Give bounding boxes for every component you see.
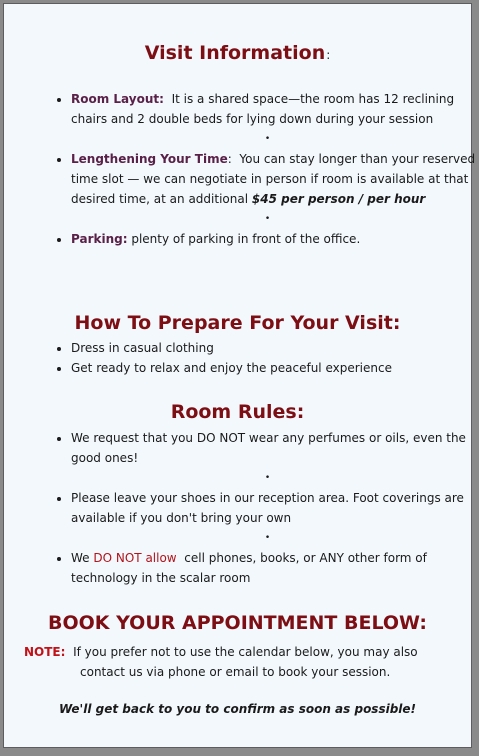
list-item-rule-shoes: • Please leave your shoes in our reception area. Foot coverings are available if you don't bring your own: [71, 488, 479, 528]
note-block: [24, 642, 454, 682]
list-item-rule-devices: [71, 548, 479, 588]
visit-info-list: [44, 89, 479, 249]
rule3-emphasis: DO NOT allow: [93, 551, 177, 565]
confirmation-message: We'll get back to you to confirm as soon as possible!: [58, 702, 417, 716]
separator-bullet: •: [264, 134, 271, 144]
rule3-prefix: We: [71, 551, 90, 565]
list-item: • Get ready to relax and enjoy the peaceful experience: [71, 358, 479, 378]
rule3-suffix: cell phones, books, or ANY other form of technology in the scalar room: [71, 551, 427, 585]
separator-bullet: •: [264, 473, 271, 483]
note-label: NOTE:: [24, 645, 66, 659]
prepare-list: [44, 338, 479, 378]
heading-colon: :: [326, 48, 331, 62]
parking-label: Parking:: [71, 232, 128, 246]
list-item-lengthening: • Lengthening Your Time: You can stay longer than your reserved time slot — we can negotiate in person if room is available at that desired time, at an additional $45 per person / per hour: [71, 149, 479, 209]
separator-bullet: •: [264, 533, 271, 543]
info-panel: [3, 3, 476, 748]
note-text-line1: If you prefer not to use the calendar below, you may also: [73, 645, 418, 659]
room-rules-heading: Room Rules:: [170, 401, 305, 423]
lengthening-label: Lengthening Your Time: [71, 152, 228, 166]
list-item-room-layout: [71, 89, 479, 129]
lengthening-text: You can stay longer than your reserved time slot — we can negotiate in person if room is available at that desired time, at an additional: [71, 152, 476, 206]
list-item-parking: [71, 229, 479, 249]
visit-information-heading: [4, 42, 471, 64]
room-layout-label: Room Layout:: [71, 92, 164, 106]
lengthening-price: $45 per person / per hour: [251, 192, 426, 206]
list-item: • Dress in casual clothing: [71, 338, 479, 358]
room-layout-text: It is a shared space—the room has 12 reclining chairs and 2 double beds for lying down during your session: [71, 92, 455, 126]
separator-bullet: •: [264, 214, 271, 224]
book-appointment-heading: BOOK YOUR APPOINTMENT BELOW:: [47, 612, 428, 634]
visit-information-title: Visit Information: [144, 42, 326, 64]
parking-text: plenty of parking in front of the office.: [131, 232, 361, 246]
room-rules-list: [44, 428, 479, 588]
note-text-line2: contact us via phone or email to book your session.: [80, 665, 391, 679]
list-item-rule-perfume: • We request that you DO NOT wear any perfumes or oils, even the good ones!: [71, 428, 479, 468]
prepare-heading: How To Prepare For Your Visit:: [74, 312, 401, 334]
